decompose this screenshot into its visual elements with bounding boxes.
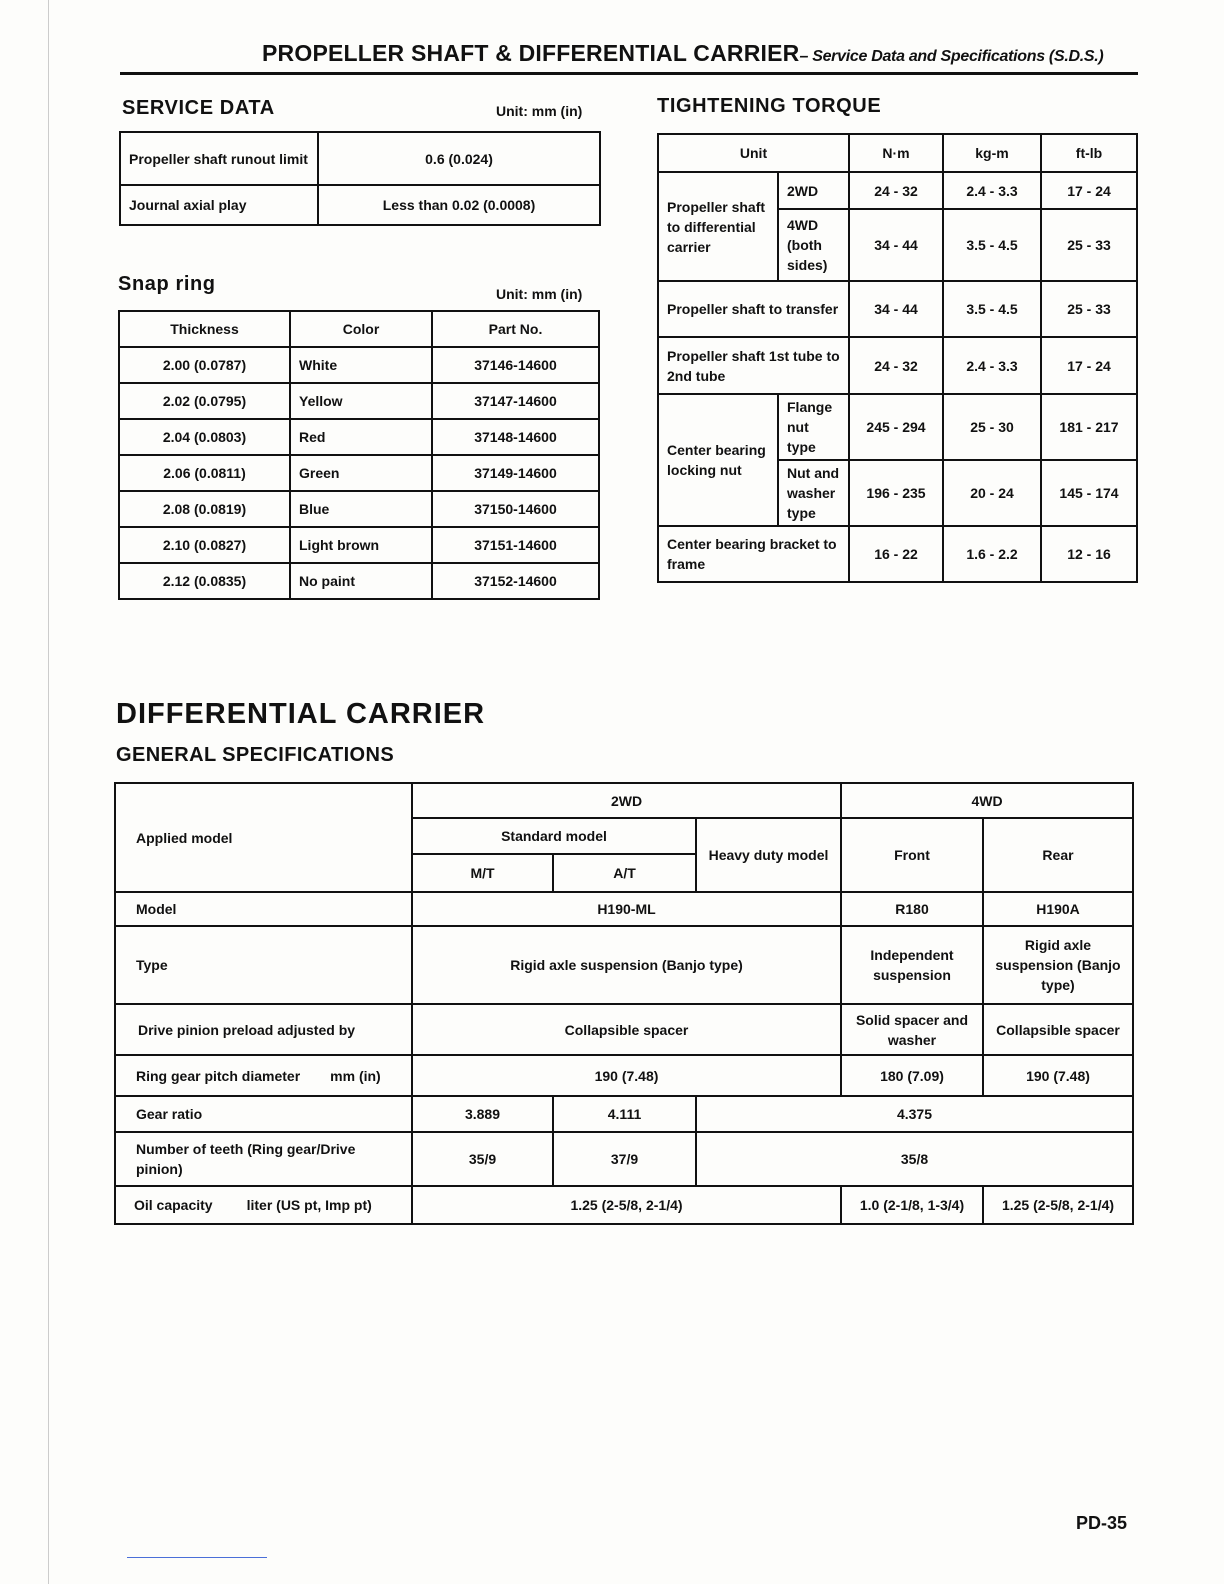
column-header-mt: M/T [412,854,553,892]
table-row [120,185,600,225]
value-front: R180 [841,892,983,926]
service-data-unit: Unit: mm (in) [496,103,583,119]
value-rear: Rigid axle suspension (Banjo type) [983,926,1133,1004]
table-row [658,526,1137,582]
torque-table [657,133,1138,583]
table-row [115,1132,1133,1186]
torque-nm: 24 - 32 [849,172,943,209]
table-row [658,281,1137,337]
torque-nm: 34 - 44 [849,281,943,337]
column-header: ft-lb [1041,134,1137,172]
column-header-4wd: 4WD [841,783,1133,818]
value-front: Independent suspension [841,926,983,1004]
service-value: 0.6 (0.024) [318,132,600,185]
table-row [115,1096,1133,1132]
part-number-cell: 37150-14600 [432,491,599,527]
torque-nm: 196 - 235 [849,460,943,526]
value-rear: 1.25 (2-5/8, 2-1/4) [983,1186,1133,1224]
table-header-row [658,134,1137,172]
column-header-at: A/T [553,854,696,892]
part-number-cell: 37147-14600 [432,383,599,419]
thickness-cell: 2.06 (0.0811) [119,455,290,491]
torque-nm: 16 - 22 [849,526,943,582]
part-number-cell: 37148-14600 [432,419,599,455]
diff-subtitle: GENERAL SPECIFICATIONS [116,744,395,766]
value-rest: 35/8 [696,1132,1133,1186]
table-row [119,419,599,455]
table-row [658,337,1137,394]
torque-ftlb: 145 - 174 [1041,460,1137,526]
torque-item-label: Center bearing locking nut [658,394,778,526]
torque-kgm: 1.6 - 2.2 [943,526,1041,582]
row-label [115,1055,412,1096]
torque-ftlb: 17 - 24 [1041,337,1137,394]
part-number-cell: 37149-14600 [432,455,599,491]
torque-sub-label: Flange nut type [778,394,849,460]
torque-heading: TIGHTENING TORQUE [657,95,882,117]
torque-sub-label: 2WD [778,172,849,209]
torque-ftlb: 17 - 24 [1041,172,1137,209]
torque-kgm: 20 - 24 [943,460,1041,526]
table-row [658,172,1137,209]
snap-ring-heading: Snap ring [118,273,216,295]
value-2wd: Rigid axle suspension (Banjo type) [412,926,841,1004]
table-row [120,132,600,185]
color-cell: Light brown [290,527,432,563]
torque-sub-label: 4WD (both sides) [778,209,849,281]
table-header-row [119,311,599,347]
value-front: Solid spacer and washer [841,1004,983,1055]
value-2wd: H190-ML [412,892,841,926]
row-label: Number of teeth (Ring gear/Drive pinion) [115,1132,412,1186]
column-header: Thickness [119,311,290,347]
value-mt: 3.889 [412,1096,553,1132]
torque-nm: 24 - 32 [849,337,943,394]
table-row [119,347,599,383]
value-2wd: 1.25 (2-5/8, 2-1/4) [412,1186,841,1224]
torque-kgm: 2.4 - 3.3 [943,172,1041,209]
color-cell: White [290,347,432,383]
table-row [119,491,599,527]
table-row [658,394,1137,460]
value-front: 180 (7.09) [841,1055,983,1096]
torque-nm: 34 - 44 [849,209,943,281]
torque-item-label: Propeller shaft 1st tube to 2nd tube [658,337,849,394]
thickness-cell: 2.10 (0.0827) [119,527,290,563]
column-header: kg-m [943,134,1041,172]
value-rear: 190 (7.48) [983,1055,1133,1096]
value-2wd: 190 (7.48) [412,1055,841,1096]
torque-ftlb: 181 - 217 [1041,394,1137,460]
applied-model-label: Applied model [115,783,412,892]
value-2wd: Collapsible spacer [412,1004,841,1055]
torque-nm: 245 - 294 [849,394,943,460]
torque-ftlb: 25 - 33 [1041,209,1137,281]
column-header-2wd: 2WD [412,783,841,818]
torque-item-label: Center bearing bracket to frame [658,526,849,582]
column-header-heavy-duty: Heavy duty model [696,818,841,892]
table-row [115,1186,1133,1224]
table-row [119,383,599,419]
page-number: PD-35 [1076,1513,1128,1533]
column-header: Color [290,311,432,347]
table-row [115,1055,1133,1096]
thickness-cell: 2.02 (0.0795) [119,383,290,419]
value-rear: Collapsible spacer [983,1004,1133,1055]
torque-kgm: 3.5 - 4.5 [943,281,1041,337]
table-row [119,527,599,563]
table-header-row [115,783,1133,818]
service-value: Less than 0.02 (0.0008) [318,185,600,225]
header-title: PROPELLER SHAFT & DIFFERENTIAL CARRIER [262,40,800,66]
thickness-cell: 2.08 (0.0819) [119,491,290,527]
color-cell: Green [290,455,432,491]
column-header-front: Front [841,818,983,892]
value-rear: H190A [983,892,1133,926]
row-label-unit: liter (US pt, Imp pt) [246,1197,372,1213]
table-row [119,455,599,491]
column-header: Unit [658,134,849,172]
part-number-cell: 37151-14600 [432,527,599,563]
color-cell: No paint [290,563,432,599]
service-label: Propeller shaft runout limit [120,132,318,185]
scan-edge-line [48,0,49,1584]
value-mt: 35/9 [412,1132,553,1186]
header-rule [120,72,1138,75]
row-label: Type [115,926,412,1004]
column-header-standard: Standard model [412,818,696,854]
row-label: Model [115,892,412,926]
torque-item-label: Propeller shaft to differential carrier [658,172,778,281]
column-header: N·m [849,134,943,172]
table-row [115,926,1133,1004]
thickness-cell: 2.00 (0.0787) [119,347,290,383]
footer-link-underline [127,1557,267,1558]
torque-item-label: Propeller shaft to transfer [658,281,849,337]
column-header: Part No. [432,311,599,347]
table-row [119,563,599,599]
torque-kgm: 3.5 - 4.5 [943,209,1041,281]
thickness-cell: 2.12 (0.0835) [119,563,290,599]
snap-ring-table [118,310,600,600]
table-row [115,1004,1133,1055]
part-number-cell: 37146-14600 [432,347,599,383]
row-label: Drive pinion preload adjusted by [115,1004,412,1055]
row-label: Gear ratio [115,1096,412,1132]
color-cell: Yellow [290,383,432,419]
part-number-cell: 37152-14600 [432,563,599,599]
table-row [115,892,1133,926]
color-cell: Blue [290,491,432,527]
torque-sub-label: Nut and washer type [778,460,849,526]
thickness-cell: 2.04 (0.0803) [119,419,290,455]
value-at: 4.111 [553,1096,696,1132]
header-subtitle: – Service Data and Specifications (S.D.S.) [799,48,1104,65]
torque-kgm: 25 - 30 [943,394,1041,460]
column-header-rear: Rear [983,818,1133,892]
torque-kgm: 2.4 - 3.3 [943,337,1041,394]
color-cell: Red [290,419,432,455]
row-label [115,1186,412,1224]
row-label-text: Oil capacity [134,1197,213,1213]
service-data-heading: SERVICE DATA [122,97,275,119]
row-label-unit: mm (in) [330,1067,381,1084]
snap-ring-unit: Unit: mm (in) [496,286,583,302]
torque-ftlb: 12 - 16 [1041,526,1137,582]
torque-ftlb: 25 - 33 [1041,281,1137,337]
value-rest: 4.375 [696,1096,1133,1132]
service-label: Journal axial play [120,185,318,225]
service-data-table [119,131,601,226]
value-front: 1.0 (2-1/8, 1-3/4) [841,1186,983,1224]
value-at: 37/9 [553,1132,696,1186]
diff-spec-table [114,782,1134,1225]
row-label-text: Ring gear pitch diameter [136,1067,301,1084]
diff-title: DIFFERENTIAL CARRIER [116,698,486,730]
page-header [262,40,1103,67]
